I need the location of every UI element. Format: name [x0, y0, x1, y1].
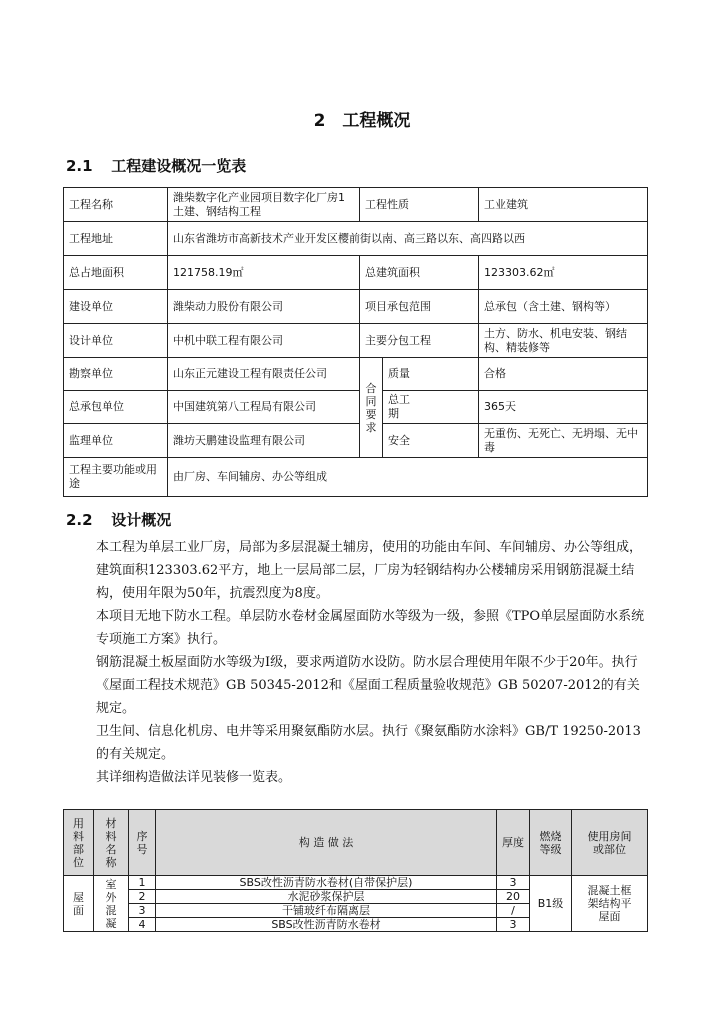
design-overview-body: [70, 536, 648, 789]
contract-requirements-label: 合同要求: [365, 381, 377, 434]
label-cell: 工程名称: [64, 188, 168, 222]
paragraph: 钢筋混凝土板屋面防水等级为Ⅰ级，要求两道防水设防。防水层合理使用年限不少于20年。执行《屋面工程技术规范》GB 50345-2012和《屋面工程质量验收规范》GB 50207-2012的有关规定。: [96, 655, 640, 716]
location-cell: [572, 876, 648, 932]
label-cell: 工程主要功能或用途: [64, 458, 168, 497]
thickness-cell: 20: [497, 890, 530, 904]
header-cell: [572, 810, 648, 876]
table-row: [64, 188, 648, 222]
value-cell: 中机中联工程有限公司: [168, 324, 360, 358]
table-row: [64, 256, 648, 290]
part-text: 屋面: [73, 890, 84, 917]
label-cell: 工程地址: [64, 222, 168, 256]
header-cell: 构 造 做 法: [156, 810, 497, 876]
paragraph: 卫生间、信息化机房、电井等采用聚氨酯防水层。执行《聚氨酯防水涂料》GB/T 19250-2013的有关规定。: [96, 724, 641, 762]
header-text: 厚度: [502, 836, 524, 849]
value-cell: 土方、防水、机电安装、钢结构、精装修等: [479, 324, 648, 358]
paragraph: 其详细构造做法详见装修一览表。: [96, 770, 292, 785]
label-cell: 总建筑面积: [360, 256, 479, 290]
thickness-cell: /: [497, 904, 530, 918]
method-cell: SBS改性沥青防水卷材: [156, 918, 497, 932]
part-cell: [64, 876, 94, 932]
header-text: 材料名称: [105, 816, 117, 869]
label-cell: 主要分包工程: [360, 324, 479, 358]
label-cell: 项目承包范围: [360, 290, 479, 324]
value-cell: 总承包（含土建、钢构等）: [479, 290, 648, 324]
paragraph: 本项目无地下防水工程。单层防水卷材金属屋面防水等级为一级，参照《TPO单层屋面防水系统专项施工方案》执行。: [96, 609, 645, 647]
value-cell: 山东省潍坊市高新技术产业开发区樱前街以南、高三路以东、高四路以西: [168, 222, 648, 256]
value-cell: 潍柴数字化产业园项目数字化厂房1土建、钢结构工程: [168, 188, 360, 222]
label-cell: 勘察单位: [64, 358, 168, 391]
header-text: 序号: [136, 829, 148, 856]
value-cell: 由厂房、车间辅房、办公等组成: [168, 458, 648, 497]
material-text: 室外混凝: [105, 877, 117, 930]
header-text: 使用房间或部位: [587, 829, 632, 856]
method-cell: SBS改性沥青防水卷材(自带保护层): [156, 876, 497, 890]
section-number: 2.2: [66, 511, 93, 529]
table-row: [64, 876, 648, 890]
table-row: [64, 222, 648, 256]
seq-cell: 3: [129, 904, 156, 918]
label-cell: [383, 391, 479, 424]
thickness-cell: 3: [497, 876, 530, 890]
table-row: [64, 324, 648, 358]
label-cell: 设计单位: [64, 324, 168, 358]
header-text: 燃烧等级: [539, 829, 562, 856]
section-title: 工程建设概况一览表: [111, 157, 247, 175]
value-cell: 121758.19㎡: [168, 256, 360, 290]
header-cell: [64, 810, 94, 876]
label-cell: 监理单位: [64, 424, 168, 458]
table-row: [64, 391, 648, 424]
thickness-cell: 3: [497, 918, 530, 932]
label-cell: 质量: [383, 358, 479, 391]
seq-cell: 4: [129, 918, 156, 932]
finish-schedule-table: [63, 809, 648, 932]
section-number: 2.1: [66, 157, 93, 175]
header-cell: [530, 810, 572, 876]
value-cell: 合格: [479, 358, 648, 391]
seq-cell: 1: [129, 876, 156, 890]
section-2-1-heading: [66, 155, 246, 176]
value-cell: 无重伤、无死亡、无坍塌、无中毒: [479, 424, 648, 458]
value-cell: 潍坊天鹏建设监理有限公司: [168, 424, 360, 458]
method-cell: 水泥砂浆保护层: [156, 890, 497, 904]
section-title: 设计概况: [111, 511, 172, 529]
label-cell: 总承包单位: [64, 391, 168, 424]
project-overview-table: [63, 187, 648, 497]
table-row: [64, 458, 648, 497]
seq-cell: 2: [129, 890, 156, 904]
table-row: [64, 424, 648, 458]
value-cell: 工业建筑: [479, 188, 648, 222]
value-cell: 365天: [479, 391, 648, 424]
value-cell: 山东正元建设工程有限责任公司: [168, 358, 360, 391]
label-text: 总工期: [388, 393, 410, 420]
label-cell: 建设单位: [64, 290, 168, 324]
value-cell: 123303.62㎡: [479, 256, 648, 290]
contract-requirements-cell: [360, 358, 383, 458]
paragraph: 本工程为单层工业厂房，局部为多层混凝土辅房，使用的功能由车间、车间辅房、办公等组成，建筑面积123303.62平方，地上一层局部二层，厂房为轻钢结构办公楼辅房采用钢筋混凝土结构，使用年限为50年，抗震烈度为8度。: [96, 540, 643, 601]
label-cell: 安全: [383, 424, 479, 458]
table-header-row: [64, 810, 648, 876]
value-cell: 潍柴动力股份有限公司: [168, 290, 360, 324]
value-cell: 中国建筑第八工程局有限公司: [168, 391, 360, 424]
section-2-2-heading: [66, 509, 171, 530]
chapter-title: 2 工程概况: [313, 111, 411, 131]
location-text: 混凝土框架结构平屋面: [587, 884, 632, 923]
table-row: [64, 290, 648, 324]
header-cell: [94, 810, 129, 876]
header-cell: [129, 810, 156, 876]
fire-rating-cell: B1级: [530, 876, 572, 932]
label-cell: 工程性质: [360, 188, 479, 222]
header-text: 用料部位: [73, 816, 84, 869]
table-row: [64, 358, 648, 391]
material-cell: [94, 876, 129, 932]
method-cell: 干铺玻纤布隔离层: [156, 904, 497, 918]
label-cell: 总占地面积: [64, 256, 168, 290]
header-cell: [497, 810, 530, 876]
